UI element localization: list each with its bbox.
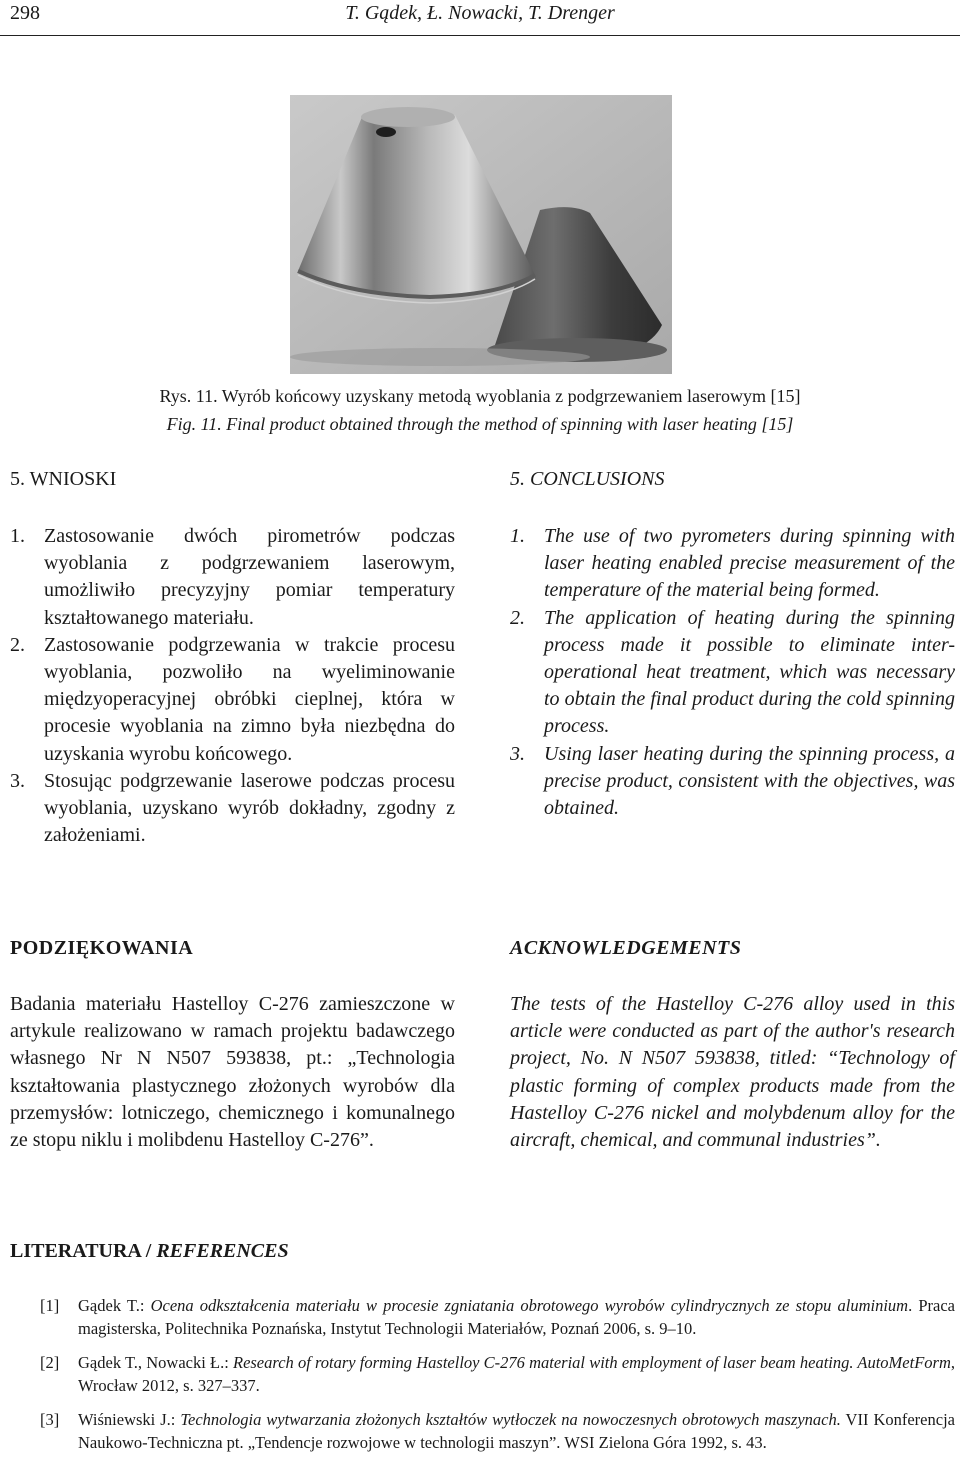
reference-item [40, 1294, 955, 1340]
conclusions-en-list [510, 523, 955, 822]
reference-item [40, 1351, 955, 1397]
list-item [10, 523, 455, 632]
list-number: 1. [10, 525, 25, 547]
reference-title: Research of rotary forming Hastelloy C-276 material with employment of laser beam heating. AutoMetForm [232, 1353, 951, 1372]
reference-details: . Praca magisterska, Politechnika Poznańska, Instytut Technologii Materiałów, Poznań 2006, s. 9–10. [78, 1296, 956, 1338]
reference-title: Ocena odkształcenia materiału w procesie zgniatania obrotowego wyrobów cylindrycznych ze stopu aluminium [150, 1296, 909, 1315]
list-item [510, 741, 955, 823]
acknowledgements-pl-text: Badania materiału Hastelloy C-276 zamieszczone w artykule realizowano w ramach projektu badawczego własnego Nr N N507 593838, pt.: „Technologia kształtowania plastycznego złożonych wyrobów dla przemysłów: lotniczego, chemicznego i komunalnego ze stopu niklu i molibdenu Hastelloy C-276”. [10, 993, 455, 1152]
list-item [510, 605, 955, 741]
reference-author: Wiśniewski J.: [78, 1410, 181, 1429]
list-text: The application of heating during the spinning process made it possible to eliminate inter-operational heat treatment, which was necessary to obtain the final product during the cold spinning process. [544, 606, 955, 738]
reference-title: Technologia wytwarzania złożonych kształtów wytłoczek na nowoczesnych obrotowych maszynach. [180, 1410, 841, 1429]
conclusions-pl-heading: 5. WNIOSKI [10, 468, 117, 490]
references-heading-pl: LITERATURA / [10, 1240, 157, 1262]
list-number: 2. [10, 633, 25, 656]
list-number: 3. [10, 769, 25, 792]
list-text: Zastosowanie podgrzewania w trakcie procesu wyoblania, pozwoliło na wyeliminowanie międzyoperacyjnej obróbki cieplnej, która w procesie wyoblania na zimno była niezbędna do uzyskania wyrobu końcowego. [44, 633, 455, 765]
reference-number: [1] [40, 1296, 60, 1315]
reference-number: [2] [40, 1353, 60, 1372]
list-number: 3. [510, 742, 525, 765]
acknowledgements-en-text: The tests of the Hastelloy C-276 alloy used in this article were conducted as part of the author's research project, No. N N507 593838, titled: “Technology of plastic forming of complex products made from the Hastelloy C-276 nickel and molybdenum alloy for the aircraft, chemical, and communal industries”. [510, 993, 955, 1152]
reference-number: [3] [40, 1410, 60, 1429]
reference-author: Gądek T.: [78, 1296, 151, 1315]
header-rule [0, 35, 960, 36]
reference-author: Gądek T., Nowacki Ł.: [78, 1353, 233, 1372]
list-text: The use of two pyrometers during spinning with laser heating enabled precise measurement of the temperature of the material being formed. [544, 525, 955, 602]
acknowledgements-en-heading: ACKNOWLEDGEMENTS [510, 937, 742, 959]
figure-caption-en: Fig. 11. Final product obtained through the method of spinning with laser heating [15] [166, 414, 794, 434]
product-photo [290, 95, 672, 374]
acknowledgements-pl-heading: PODZIĘKOWANIA [10, 937, 194, 959]
conclusions-pl-list [10, 523, 455, 849]
reference-details: VII Konferencja Naukowo-Techniczna pt. „Tendencje rozwojowe w technologii maszyn”. WSI Zielona Góra 1992, s. 43. [78, 1410, 955, 1452]
page-header [10, 2, 950, 30]
list-item [510, 523, 955, 605]
list-text: Zastosowanie dwóch pirometrów podczas wyoblania z podgrzewaniem laserowym, umożliwiło precyzyjny pomiar temperatury kształtowanego materiału. [44, 525, 455, 629]
list-text: Using laser heating during the spinning process, a precise product, consistent with the objectives, was obtained. [544, 742, 955, 820]
figure-caption-pl: Rys. 11. Wyrób końcowy uzyskany metodą wyoblania z podgrzewaniem laserowym [15] [159, 386, 801, 406]
references-heading-en: REFERENCES [156, 1240, 289, 1262]
running-head-authors: T. Gądek, Ł. Nowacki, T. Drenger [345, 2, 615, 24]
list-item [10, 632, 455, 768]
list-number: 1. [510, 525, 525, 547]
list-number: 2. [510, 606, 525, 629]
list-text: Stosując podgrzewanie laserowe podczas procesu wyoblania, uzyskano wyrób dokładny, zgodny z założeniami. [44, 769, 455, 847]
list-item [10, 768, 455, 850]
reference-details: , Wrocław 2012, s. 327–337. [78, 1353, 955, 1395]
page-number: 298 [10, 2, 40, 24]
reference-list [40, 1294, 955, 1465]
references-heading [10, 1240, 289, 1263]
reference-item [40, 1408, 955, 1454]
conclusions-en-heading: 5. CONCLUSIONS [510, 468, 665, 490]
